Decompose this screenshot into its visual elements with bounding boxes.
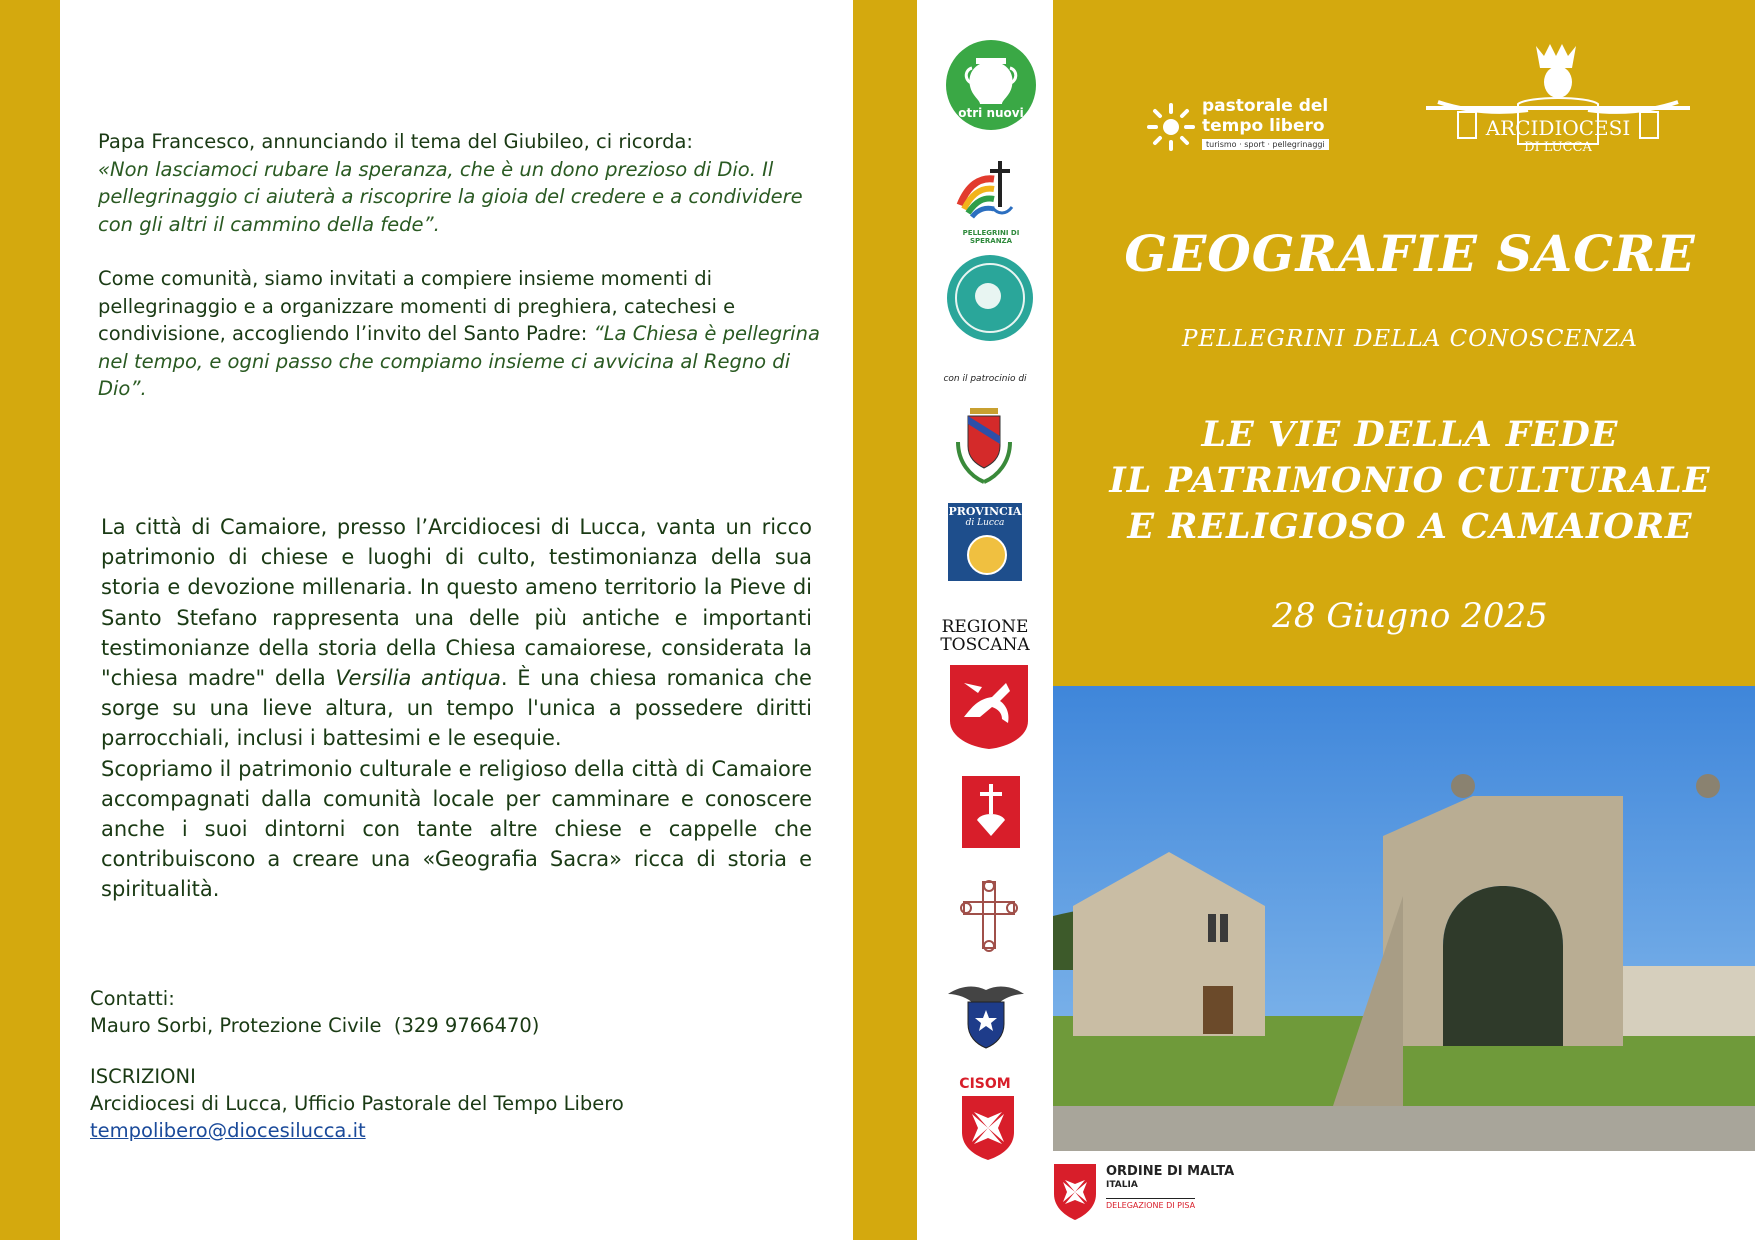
provincia-seal-icon — [967, 535, 1007, 575]
otri-nuovi-logo — [946, 40, 1036, 130]
spacer — [90, 1039, 730, 1063]
body-para2: Scopriamo il patrimonio culturale e religioso della città di Camaiore accompagnati dalla comunità locale per camminare e conoscere anche i suoi dintorni con tante altre chiese e cappelle che contribuiscono a creare una «Geografia Sacra» ricca di storia e spiritualità. — [101, 756, 812, 902]
event-date: 28 Giugno 2025 — [1272, 596, 1548, 636]
giubileo-logo — [944, 155, 1038, 245]
cisom-label: CISOM — [959, 1076, 1011, 1092]
ornate-cross-icon — [956, 876, 1022, 954]
pegasus-icon — [948, 663, 1030, 751]
malta-cross-shield-icon — [1052, 1162, 1098, 1222]
iscrizioni-label: ISCRIZIONI — [90, 1065, 196, 1088]
confraternita-cross-logo — [956, 876, 1022, 954]
cover-subtitle: PELLEGRINI DELLA CONOSCENZA — [1182, 326, 1638, 352]
cover-title: GEOGRAFIE SACRE — [1124, 224, 1696, 283]
intro-quote: «Non lasciamoci rubare la speranza, che è un dono prezioso di Dio. Il pellegrinaggio ci aiuterà a riscoprire la gioia del credere e a condividere con gli altri il cammino della fede”. — [98, 157, 803, 236]
cover-theme — [1090, 412, 1730, 550]
camaiore-description — [101, 512, 812, 905]
intro-paragraph-1 — [98, 128, 838, 238]
pilgrim-shell-icon — [962, 776, 1020, 848]
municipal-crest-icon — [948, 402, 1020, 490]
comunita-seal-logo — [947, 255, 1033, 341]
email-link[interactable]: tempolibero@diocesilucca.it — [90, 1119, 366, 1142]
patrocinio-caption: con il patrocinio di — [943, 374, 1027, 384]
maltese-cross-icon — [960, 1094, 1016, 1162]
pastorale-line1: pastorale del — [1202, 96, 1329, 116]
contacts-person: Mauro Sorbi, Protezione Civile (329 9766470) — [90, 1014, 540, 1037]
theme-line2: IL PATRIMONIO CULTURALE — [1109, 460, 1711, 501]
regione-toscana-crest — [948, 663, 1030, 751]
theme-line3: E RELIGIOSO A CAMAIORE — [1127, 506, 1693, 547]
body-part1: La città di Camaiore, presso l’Arcidiocesi di Lucca, vanta un ricco patrimonio di chiese e luoghi di culto, testimonianza della sua storia e devozione millenaria. In questo ameno territorio la Pieve di Santo Stefano rappresenta una delle più antiche e importanti testimonianze della storia della Chiesa camaiorese, considerata la "chiesa madre" della — [101, 515, 812, 691]
cisom-shield — [960, 1094, 1016, 1162]
iscrizioni-office: Arcidiocesi di Lucca, Ufficio Pastorale del Tempo Libero — [90, 1092, 624, 1115]
francigena-logo — [962, 776, 1020, 848]
malta-line1: ORDINE DI MALTA — [1106, 1164, 1235, 1179]
eagle-shield-icon — [946, 980, 1026, 1050]
camaiore-crest-logo — [948, 402, 1020, 490]
contacts-section — [90, 985, 730, 1144]
malta-line2: ITALIA — [1106, 1180, 1138, 1190]
left-gold-border — [0, 0, 60, 1240]
provincia-lucca-logo — [948, 503, 1022, 581]
malta-line3: DELEGAZIONE DI PISA — [1106, 1198, 1195, 1210]
giubileo-label: PELLEGRINI DI SPERANZA — [962, 229, 1020, 245]
pastorale-logo — [1146, 96, 1336, 166]
body-italic: Versilia antiqua — [335, 666, 501, 691]
ordine-malta-logo — [1050, 1160, 1250, 1224]
intro-para2-quote: “La Chiesa è pellegrina nel tempo, e ogni passo che compiamo insieme ci avvicina al Regno di Dio”. — [98, 322, 820, 400]
regione-line2: TOSCANA — [940, 635, 1030, 655]
sun-icon — [1146, 102, 1196, 152]
arcidiocesi-line1: ARCIDIOCESI — [1485, 116, 1631, 140]
jubilee-cross-icon — [944, 155, 1038, 225]
pieve-santo-stefano-photo — [1053, 686, 1755, 1151]
church-photo-illustration — [1053, 686, 1755, 1151]
regione-line1: REGIONE — [941, 617, 1029, 637]
provincia-line2: di Lucca — [965, 518, 1005, 528]
regione-toscana-label — [940, 618, 1030, 654]
body-part2: . È una chiesa romanica che sorge su una lieve altura, un tempo l'unica a possedere diritti parrocchiali, inclusi i battesimi e le esequie. — [101, 666, 812, 751]
cai-logo — [946, 980, 1026, 1050]
ihs-emblem-icon — [975, 283, 1001, 309]
pastorale-tagline: turismo · sport · pellegrinaggi — [1202, 139, 1329, 150]
contacts-label: Contatti: — [90, 987, 175, 1010]
pastorale-line2: tempo libero — [1202, 116, 1325, 136]
intro-para2-text: Come comunità, siamo invitati a compiere insieme momenti di pellegrinaggio e a organizzare momenti di preghiera, catechesi e condivisione, accogliendo l’invito del Santo Padre: — [98, 267, 736, 345]
arcidiocesi-line2: DI LUCCA — [1524, 140, 1592, 155]
provincia-line1: PROVINCIA — [948, 505, 1022, 518]
otri-nuovi-label: otri nuovi — [958, 106, 1024, 120]
intro-paragraph-2 — [98, 265, 838, 403]
intro-section — [98, 128, 838, 430]
arcidiocesi-logo — [1418, 40, 1698, 166]
intro-lead: Papa Francesco, annunciando il tema del Giubileo, ci ricorda: — [98, 130, 693, 153]
middle-gold-band — [853, 0, 917, 1240]
theme-line1: LE VIE DELLA FEDE — [1201, 414, 1619, 455]
